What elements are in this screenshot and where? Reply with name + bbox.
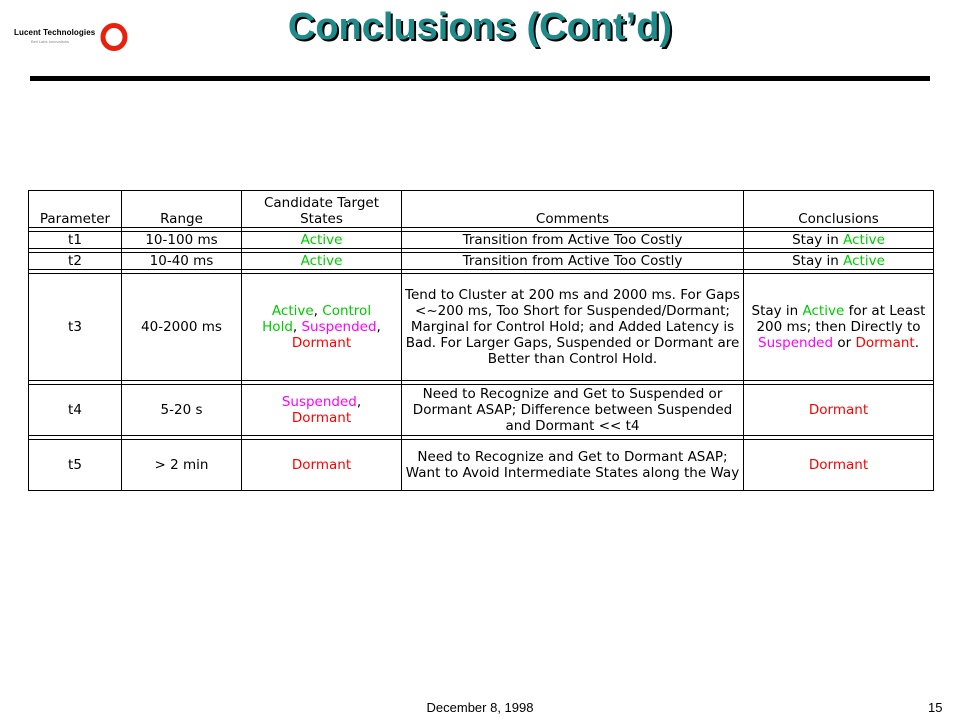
header-conclusions: Conclusions (744, 191, 934, 228)
cell-comment: Need to Recognize and Get to Dormant ASAP; Want to Avoid Intermediate States along the Way (402, 440, 744, 491)
footer-date: December 8, 1998 (426, 700, 534, 715)
conclusion-text: Stay in (792, 232, 844, 248)
cell-parameter: t5 (29, 440, 122, 491)
cell-range: > 2 min (122, 440, 242, 491)
conclusion-active: Active (802, 303, 845, 319)
cell-states (242, 440, 402, 491)
table-row (29, 274, 934, 381)
conclusion-active: Active (843, 232, 885, 248)
cell-comment: Transition from Active Too Costly (402, 253, 744, 270)
cell-range: 40-2000 ms (122, 274, 242, 381)
cell-range: 10-100 ms (122, 232, 242, 249)
cell-comment: Need to Recognize and Get to Suspended or Dormant ASAP; Difference between Suspended and Dormant << t4 (402, 385, 744, 436)
state-active: Active (300, 253, 343, 269)
table-row (29, 232, 934, 249)
cell-conclusion (744, 232, 934, 249)
logo-tagline: Bell Labs Innovations (31, 39, 70, 44)
conclusion-active: Active (843, 253, 885, 269)
cell-range: 10-40 ms (122, 253, 242, 270)
cell-conclusion (744, 440, 934, 491)
conclusion-text: Stay in (751, 303, 803, 319)
cell-conclusion (744, 274, 934, 381)
cell-states: Suspended, Dormant (242, 385, 402, 436)
page-number: 15 (928, 700, 943, 715)
table-row (29, 253, 934, 270)
conclusion-text: or (833, 335, 856, 351)
table-row (29, 385, 934, 436)
cell-parameter: t2 (29, 253, 122, 270)
cell-parameter: t1 (29, 232, 122, 249)
conclusion-suspended: Suspended (758, 335, 834, 351)
cell-conclusion (744, 253, 934, 270)
conclusions-table (28, 190, 934, 491)
state-active: Active (300, 232, 343, 248)
table-row (29, 440, 934, 491)
state-active: Active (271, 303, 314, 319)
conclusion-text: for at Least 200 ms; then Directly to (756, 303, 926, 335)
title-rule (30, 76, 930, 81)
cell-parameter: t3 (29, 274, 122, 381)
cell-states (242, 253, 402, 270)
state-dormant: Dormant (291, 410, 352, 426)
cell-comment: Transition from Active Too Costly (402, 232, 744, 249)
table-header-row (29, 191, 934, 228)
state-suspended: Suspended (281, 394, 357, 410)
conclusion-dormant: Dormant (808, 402, 869, 418)
state-dormant: Dormant (291, 335, 352, 351)
cell-comment: Tend to Cluster at 200 ms and 2000 ms. For Gaps <~200 ms, Too Short for Suspended/Dormant; Marginal for Control Hold; and Added Latency is Bad. For Larger Gaps, Suspended or Dormant are Better than Control Hold. (402, 274, 744, 381)
conclusion-text: . (914, 335, 919, 351)
conclusion-dormant: Dormant (808, 457, 869, 473)
cell-parameter: t4 (29, 385, 122, 436)
state-dormant: Dormant (291, 457, 352, 473)
slide-title: Conclusions (Cont’d) (287, 6, 673, 48)
logo-name: Lucent Technologies (14, 28, 96, 37)
conclusion-text: Stay in (792, 253, 844, 269)
header-candidate-states: Candidate Target States (242, 191, 402, 228)
cell-conclusion (744, 385, 934, 436)
cell-states (242, 232, 402, 249)
header-range: Range (122, 191, 242, 228)
state-suspended: Suspended (301, 319, 377, 335)
cell-range: 5-20 s (122, 385, 242, 436)
header-comments: Comments (402, 191, 744, 228)
header-parameter: Parameter (29, 191, 122, 228)
conclusion-dormant: Dormant (855, 335, 915, 351)
cell-states: Active, Control Hold, Suspended, Dormant (242, 274, 402, 381)
state-control-hold: Control Hold (262, 303, 372, 335)
